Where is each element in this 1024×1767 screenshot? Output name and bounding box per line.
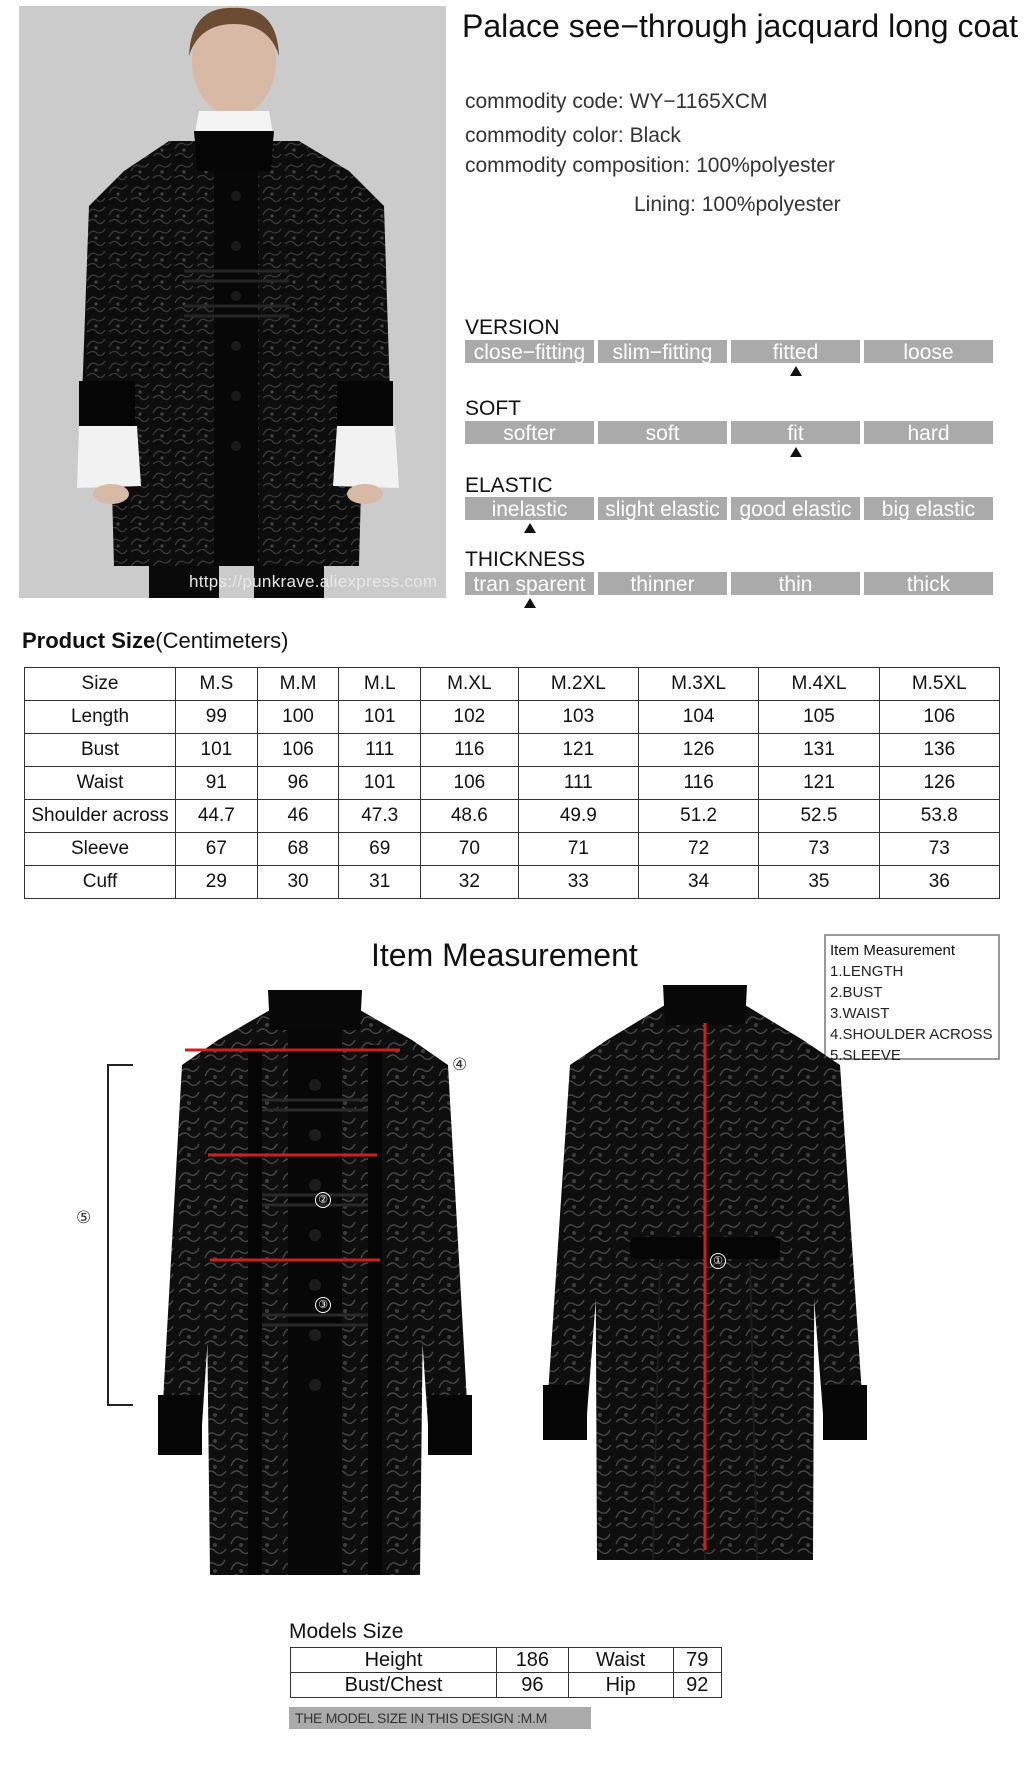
header-cell: Size	[25, 668, 176, 701]
table-cell: 106	[879, 701, 999, 734]
marker-1-badge: ①	[710, 1253, 726, 1269]
scale-option: tran sparent	[465, 572, 594, 595]
scale-option: slight elastic	[598, 497, 727, 520]
coat-back-image	[535, 985, 875, 1565]
table-cell: 186	[497, 1648, 569, 1673]
table-row	[25, 701, 1000, 734]
scale-option: close−fitting	[465, 340, 594, 363]
table-cell: 116	[421, 734, 519, 767]
marker-4-label: ④	[452, 1055, 468, 1074]
size-title-bold: Product Size	[22, 628, 156, 653]
table-cell: 71	[518, 833, 638, 866]
legend-item: 4.SHOULDER ACROSS	[830, 1026, 993, 1043]
table-cell: 116	[638, 767, 758, 800]
table-cell: 67	[176, 833, 258, 866]
table-cell: 32	[421, 866, 519, 899]
scale-label-thickness: THICKNESS	[465, 548, 586, 571]
legend-item: 3.WAIST	[830, 1005, 890, 1022]
row-label: Length	[25, 701, 176, 734]
scale-option: thick	[864, 572, 993, 595]
scale-option: slim−fitting	[598, 340, 727, 363]
composition-value: 100%polyester	[696, 154, 836, 177]
table-cell: Bust/Chest	[291, 1673, 497, 1698]
table-cell: 96	[257, 767, 339, 800]
table-cell: 69	[339, 833, 421, 866]
size-title-unit: (Centimeters)	[155, 628, 289, 653]
header-cell: M.XL	[421, 668, 519, 701]
table-cell: Waist	[568, 1648, 673, 1673]
commodity-composition-line	[465, 154, 835, 178]
row-label: Bust	[25, 734, 176, 767]
table-cell: 72	[638, 833, 758, 866]
table-cell: 31	[339, 866, 421, 899]
table-cell: 121	[518, 734, 638, 767]
row-label: Cuff	[25, 866, 176, 899]
model-illustration	[19, 6, 446, 598]
header-cell: M.4XL	[759, 668, 879, 701]
legend-item: 2.BUST	[830, 984, 883, 1001]
table-cell: 52.5	[759, 800, 879, 833]
table-row	[25, 800, 1000, 833]
table-cell: 102	[421, 701, 519, 734]
composition-label: commodity composition:	[465, 154, 691, 177]
lining-value: 100%polyester	[701, 193, 841, 216]
table-cell: 73	[759, 833, 879, 866]
scale-label-elastic: ELASTIC	[465, 474, 553, 497]
row-label: Sleeve	[25, 833, 176, 866]
table-cell: 73	[879, 833, 999, 866]
scale-option: soft	[598, 421, 727, 444]
row-label: Shoulder across	[25, 800, 176, 833]
table-cell: 44.7	[176, 800, 258, 833]
table-cell: 49.9	[518, 800, 638, 833]
selected-marker-icon	[524, 523, 536, 533]
legend-title: Item Measurement	[830, 942, 956, 959]
legend-item: 5.SLEEVE	[830, 1047, 901, 1064]
scale-option: thinner	[598, 572, 727, 595]
size-table-title	[22, 628, 289, 654]
table-cell: 101	[339, 767, 421, 800]
scale-label-soft: SOFT	[465, 397, 521, 420]
table-cell: 68	[257, 833, 339, 866]
table-cell: 111	[339, 734, 421, 767]
table-cell: Height	[291, 1648, 497, 1673]
selected-marker-icon	[790, 366, 802, 376]
table-cell: 100	[257, 701, 339, 734]
table-cell: 35	[759, 866, 879, 899]
coat-front-image	[150, 985, 480, 1575]
table-cell: Hip	[568, 1673, 673, 1698]
color-label: commodity color:	[465, 124, 624, 147]
color-value: Black	[629, 124, 681, 147]
table-cell: 99	[176, 701, 258, 734]
table-cell: 34	[638, 866, 758, 899]
models-size-title: Models Size	[289, 1620, 404, 1643]
size-table-header	[25, 668, 1000, 701]
table-cell: 29	[176, 866, 258, 899]
selected-marker-icon	[790, 447, 802, 457]
scale-option: inelastic	[465, 497, 594, 520]
table-cell: 53.8	[879, 800, 999, 833]
table-cell: 36	[879, 866, 999, 899]
scale-option: good elastic	[731, 497, 860, 520]
sleeve-bracket	[100, 1060, 140, 1410]
table-cell: 126	[879, 767, 999, 800]
table-cell: 103	[518, 701, 638, 734]
table-row	[25, 866, 1000, 899]
header-cell: M.5XL	[879, 668, 999, 701]
lining-label: Lining:	[634, 193, 696, 216]
scale-option: hard	[864, 421, 993, 444]
marker-2-badge: ②	[315, 1192, 331, 1208]
commodity-code-line	[465, 90, 768, 114]
scale-option: big elastic	[864, 497, 993, 520]
table-cell: 30	[257, 866, 339, 899]
commodity-color-line	[465, 124, 681, 148]
selected-marker-icon	[524, 598, 536, 608]
table-cell: 105	[759, 701, 879, 734]
header-cell: M.S	[176, 668, 258, 701]
table-row	[291, 1648, 722, 1673]
code-value: WY−1165XCM	[629, 90, 768, 113]
table-cell: 111	[518, 767, 638, 800]
marker-3-badge: ③	[315, 1297, 331, 1313]
table-cell: 101	[339, 701, 421, 734]
table-cell: 104	[638, 701, 758, 734]
header-cell: M.M	[257, 668, 339, 701]
table-cell: 136	[879, 734, 999, 767]
header-cell: M.3XL	[638, 668, 758, 701]
table-cell: 121	[759, 767, 879, 800]
table-cell: 91	[176, 767, 258, 800]
header-cell: M.2XL	[518, 668, 638, 701]
model-size-note: THE MODEL SIZE IN THIS DESIGN :M.M	[289, 1707, 591, 1729]
table-row	[291, 1673, 722, 1698]
measurement-title: Item Measurement	[371, 937, 638, 973]
lining-line	[634, 193, 841, 217]
scale-label-version: VERSION	[465, 316, 560, 339]
row-label: Waist	[25, 767, 176, 800]
table-cell: 96	[497, 1673, 569, 1698]
marker-5-label: ⑤	[76, 1208, 92, 1227]
size-table	[24, 667, 1000, 899]
table-cell: 47.3	[339, 800, 421, 833]
table-cell: 51.2	[638, 800, 758, 833]
table-cell: 79	[673, 1648, 722, 1673]
table-cell: 46	[257, 800, 339, 833]
watermark: https://punkrave.aliexpress.com	[189, 572, 438, 591]
scale-option: thin	[731, 572, 860, 595]
table-cell: 48.6	[421, 800, 519, 833]
table-cell: 126	[638, 734, 758, 767]
table-cell: 106	[257, 734, 339, 767]
table-cell: 92	[673, 1673, 722, 1698]
table-row	[25, 734, 1000, 767]
product-title: Palace see−through jacquard long coat	[462, 8, 1018, 44]
table-cell: 106	[421, 767, 519, 800]
scale-option: loose	[864, 340, 993, 363]
table-cell: 131	[759, 734, 879, 767]
legend-item: 1.LENGTH	[830, 963, 904, 980]
table-row	[25, 767, 1000, 800]
header-cell: M.L	[339, 668, 421, 701]
code-label: commodity code:	[465, 90, 624, 113]
model-photo	[19, 6, 446, 598]
table-row	[25, 833, 1000, 866]
table-cell: 33	[518, 866, 638, 899]
table-cell: 70	[421, 833, 519, 866]
scale-option: fit	[731, 421, 860, 444]
table-cell: 101	[176, 734, 258, 767]
scale-option: softer	[465, 421, 594, 444]
scale-option: fitted	[731, 340, 860, 363]
models-size-table	[290, 1647, 722, 1698]
